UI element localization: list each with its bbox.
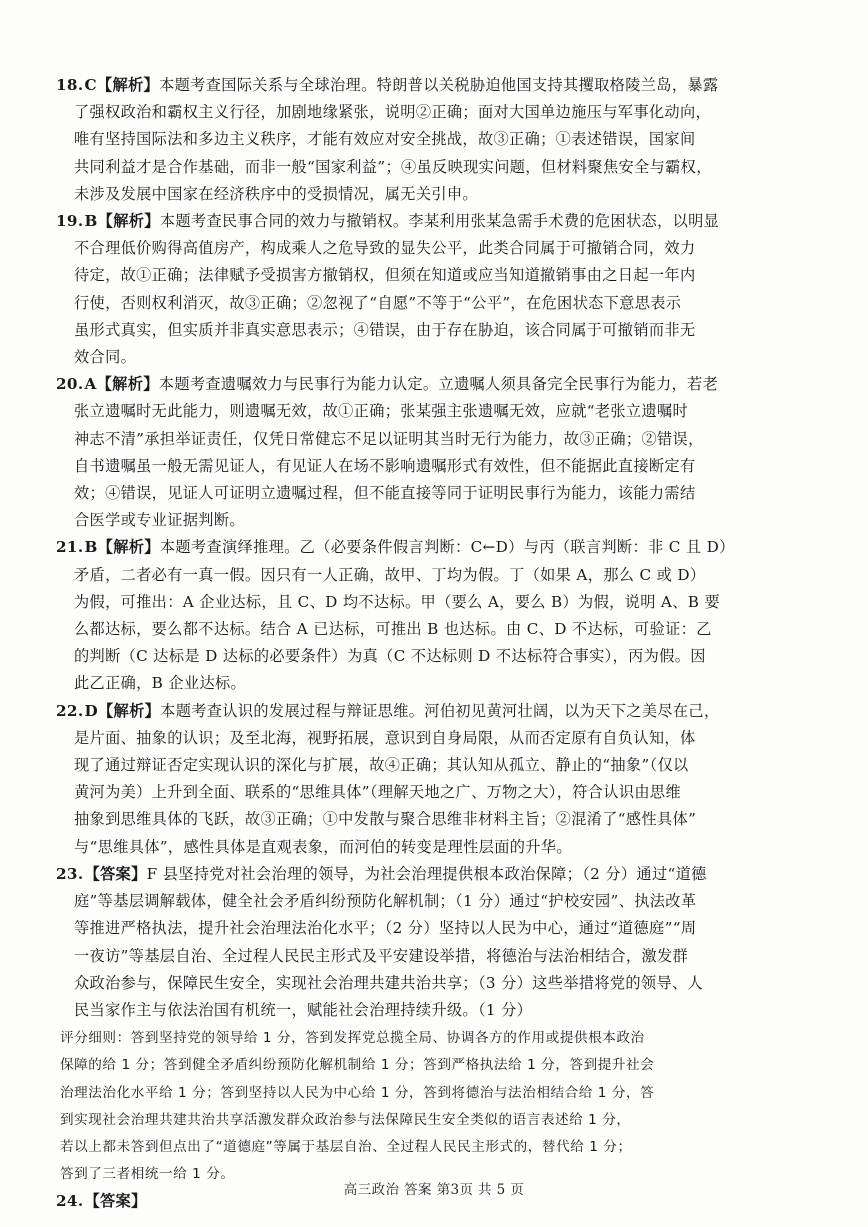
answer-item-first-line [56, 698, 809, 725]
question-number: 23. [56, 864, 84, 883]
rubric-line: 答到了三者相统一给 1 分。 [60, 1166, 235, 1183]
answer-text-line: 神志不清”承担举证责任，仅凭日常健忘不足以证明其当时无行为能力，故③正确；②错误， [74, 429, 704, 448]
rubric-line: 到实现社会治理共建共治共享活激发群众政治参与法保障民生安全类似的语言表述给 1 分， [60, 1111, 631, 1128]
answer-text-line: 众政治参与，保障民生安全，实现社会治理共建共治共享；（3 分）这些举措将党的领导、人 [74, 973, 704, 992]
answer-tag: B【解析】 [84, 212, 160, 231]
answer-text-line: 一夜访”等基层自治、全过程人民民主形式及平安建设举措，将德治与法治相结合，激发群 [74, 946, 689, 965]
answer-item-first-line [56, 861, 809, 888]
answer-item [56, 208, 809, 371]
rubric-line: 治理法治化水平给 1 分；答到坚持以人民为中心给 1 分，答到将德治与法治相结合给 1 分，答 [60, 1084, 655, 1101]
question-number: 19. [56, 212, 84, 231]
rubric-line: 评分细则：答到坚持党的领导给 1 分，答到发挥党总揽全局、协调各方的作用或提供根本政治 [60, 1030, 645, 1047]
answer-text-line: 矛盾，二者必有一真一假。因只有一人正确，故甲、丁均为假。丁（如果 A，那么 C 或 D） [74, 565, 706, 584]
answer-item-first-line [56, 371, 809, 398]
answer-text-line: 等推进严格执法，提升社会治理法治化水平；（2 分）坚持以人民为中心，通过“道德庭”“周 [74, 919, 697, 938]
answer-item [56, 698, 809, 861]
answer-text-line: 效合同。 [74, 348, 137, 367]
answer-text-line: 虽形式真实，但实质并非真实意思表示；④错误，由于存在胁迫，该合同属于可撤销而非无 [74, 320, 696, 339]
page-footer: 高三政治 答案 第3页 共 5 页 [343, 1182, 525, 1198]
answer-tag: 【答案】 [84, 864, 147, 883]
answer-content [56, 72, 809, 1216]
answer-tag: C【解析】 [84, 76, 160, 94]
answer-text-line: 民当家作主与依法治国有机统一，赋能社会治理持续升级。（1 分） [74, 1000, 533, 1019]
answer-text: F 县坚持党对社会治理的领导，为社会治理提供根本政治保障；（2 分）通过“道德 [146, 864, 707, 883]
question-number: 21. [56, 538, 84, 557]
answer-text-line: 合医学或专业证据判断。 [74, 511, 245, 530]
answer-text: 本题考查民事合同的效力与撤销权。李某利用张某急需手术费的危困状态，以明显 [159, 212, 720, 231]
question-number: 24. [56, 1192, 84, 1211]
answer-text-line: 未涉及发展中国家在经济秩序中的受损情况，属无关引申。 [74, 184, 478, 203]
question-number: 18. [56, 76, 84, 94]
answer-tag: A【解析】 [84, 375, 159, 394]
answer-text-line: 不合理低价购得高值房产，构成乘人之危导致的显失公平，此类合同属于可撤销合同，效力 [74, 239, 696, 258]
rubric-line: 若以上都未答到但点出了“道德庭”等属于基层自治、全过程人民民主形式的，替代给 1 分； [60, 1138, 632, 1155]
answer-text-line: 共同利益才是合作基础，而非一般“国家利益”；④虽反映现实问题，但材料聚焦安全与霸权， [74, 157, 712, 176]
answer-text-line: 是片面、抽象的认识；及至北海，视野拓展，意识到自身局限，从而否定原有自负认知，体 [74, 728, 696, 747]
answer-item-first-line [56, 208, 809, 235]
answer-item [56, 861, 809, 1188]
answer-text-line: 的判断（C 达标是 D 达标的必要条件）为真（C 不达标则 D 不达标符合事实），丙为假。因 [74, 647, 706, 666]
answer-text-line: 么都达标，要么都不达标。结合 A 已达标，可推出 B 也达标。由 C、D 不达标，可验证：乙 [74, 620, 712, 639]
answer-text-line: 张立遗嘱时无此能力，则遗嘱无效，故①正确；张某强主张遗嘱无效，应就“老张立遗嘱时 [74, 402, 689, 421]
question-number: 22. [56, 701, 84, 720]
answer-text: 本题考查遗嘱效力与民事行为能力认定。立遗嘱人须具备完全民事行为能力，若老 [158, 375, 719, 394]
answer-text-line: 唯有坚持国际法和多边主义秩序，才能有效应对安全挑战，故③正确；①表述错误，国家间 [74, 130, 696, 149]
answer-tag: 【答案】 [84, 1192, 147, 1211]
answer-item-first-line [56, 534, 809, 561]
answer-text-line: 此乙正确，B 企业达标。 [74, 674, 247, 693]
answer-item [56, 371, 809, 534]
answer-text-line: 庭”等基层调解载体，健全社会矛盾纠纷预防化解机制；（1 分）通过“护校安园”、执法改革 [74, 892, 697, 911]
answer-text-line: 黄河为美）上升到全面、联系的“思维具体”（理解天地之广、万物之大），符合认识由思维 [74, 783, 681, 802]
answer-text-line: 与“思维具体”，感性具体是直观表象，而河伯的转变是理性层面的升华。 [74, 837, 572, 856]
answer-text-line: 效；④错误，见证人可证明立遗嘱过程，但不能直接等同于证明民事行为能力，该能力需结 [74, 484, 696, 503]
answer-item [56, 534, 809, 697]
answer-text-line: 自书遗嘱虽一般无需见证人，有见证人在场不影响遗嘱形式有效性，但不能据此直接断定有 [74, 456, 696, 475]
answer-text-line: 待定，故①正确；法律赋予受损害方撤销权，但须在知道或应当知道撤销事由之日起一年内 [74, 266, 696, 285]
answer-item [56, 72, 809, 208]
answer-text: 本题考查认识的发展过程与辩证思维。河伯初见黄河壮阔，以为天下之美尽在己， [160, 701, 720, 720]
question-number: 20. [56, 375, 84, 394]
answer-item-first-line [56, 72, 809, 99]
answer-text-line: 了强权政治和霸权主义行径，加剧地缘紧张，说明②正确；面对大国单边施压与军事化动向， [74, 103, 712, 122]
answer-tag: D【解析】 [84, 701, 161, 720]
scoring-rubric [60, 1025, 809, 1188]
answer-text-line: 行使，否则权利消灭，故③正确；②忽视了“自愿”不等于“公平”，在危困状态下意思表示 [74, 293, 682, 312]
rubric-line: 保障的给 1 分；答到健全矛盾纠纷预防化解机制给 1 分；答到严格执法给 1 分，答到提升社会 [60, 1057, 655, 1074]
answer-text-line: 现了通过辩证否定实现认识的深化与扩展，故④正确；其认知从孤立、静止的“抽象”（仅以 [74, 756, 689, 775]
answer-tag: B【解析】 [84, 538, 160, 557]
answer-text-line: 为假，可推出：A 企业达标，且 C、D 均不达标。甲（要么 A，要么 B）为假，说明 A、B 要 [74, 592, 720, 611]
answer-text: 本题考查国际关系与全球治理。特朗普以关税胁迫他国支持其攫取格陵兰岛，暴露 [159, 76, 719, 94]
answer-text-line: 抽象到思维具体的飞跃，故③正确；①中发散与聚合思维非材料主旨；②混淆了“感性具体” [74, 810, 697, 829]
answer-text: 本题考查演绎推理。乙（必要条件假言判断：C←D）与丙（联言判断：非 C 且 D） [159, 538, 735, 557]
